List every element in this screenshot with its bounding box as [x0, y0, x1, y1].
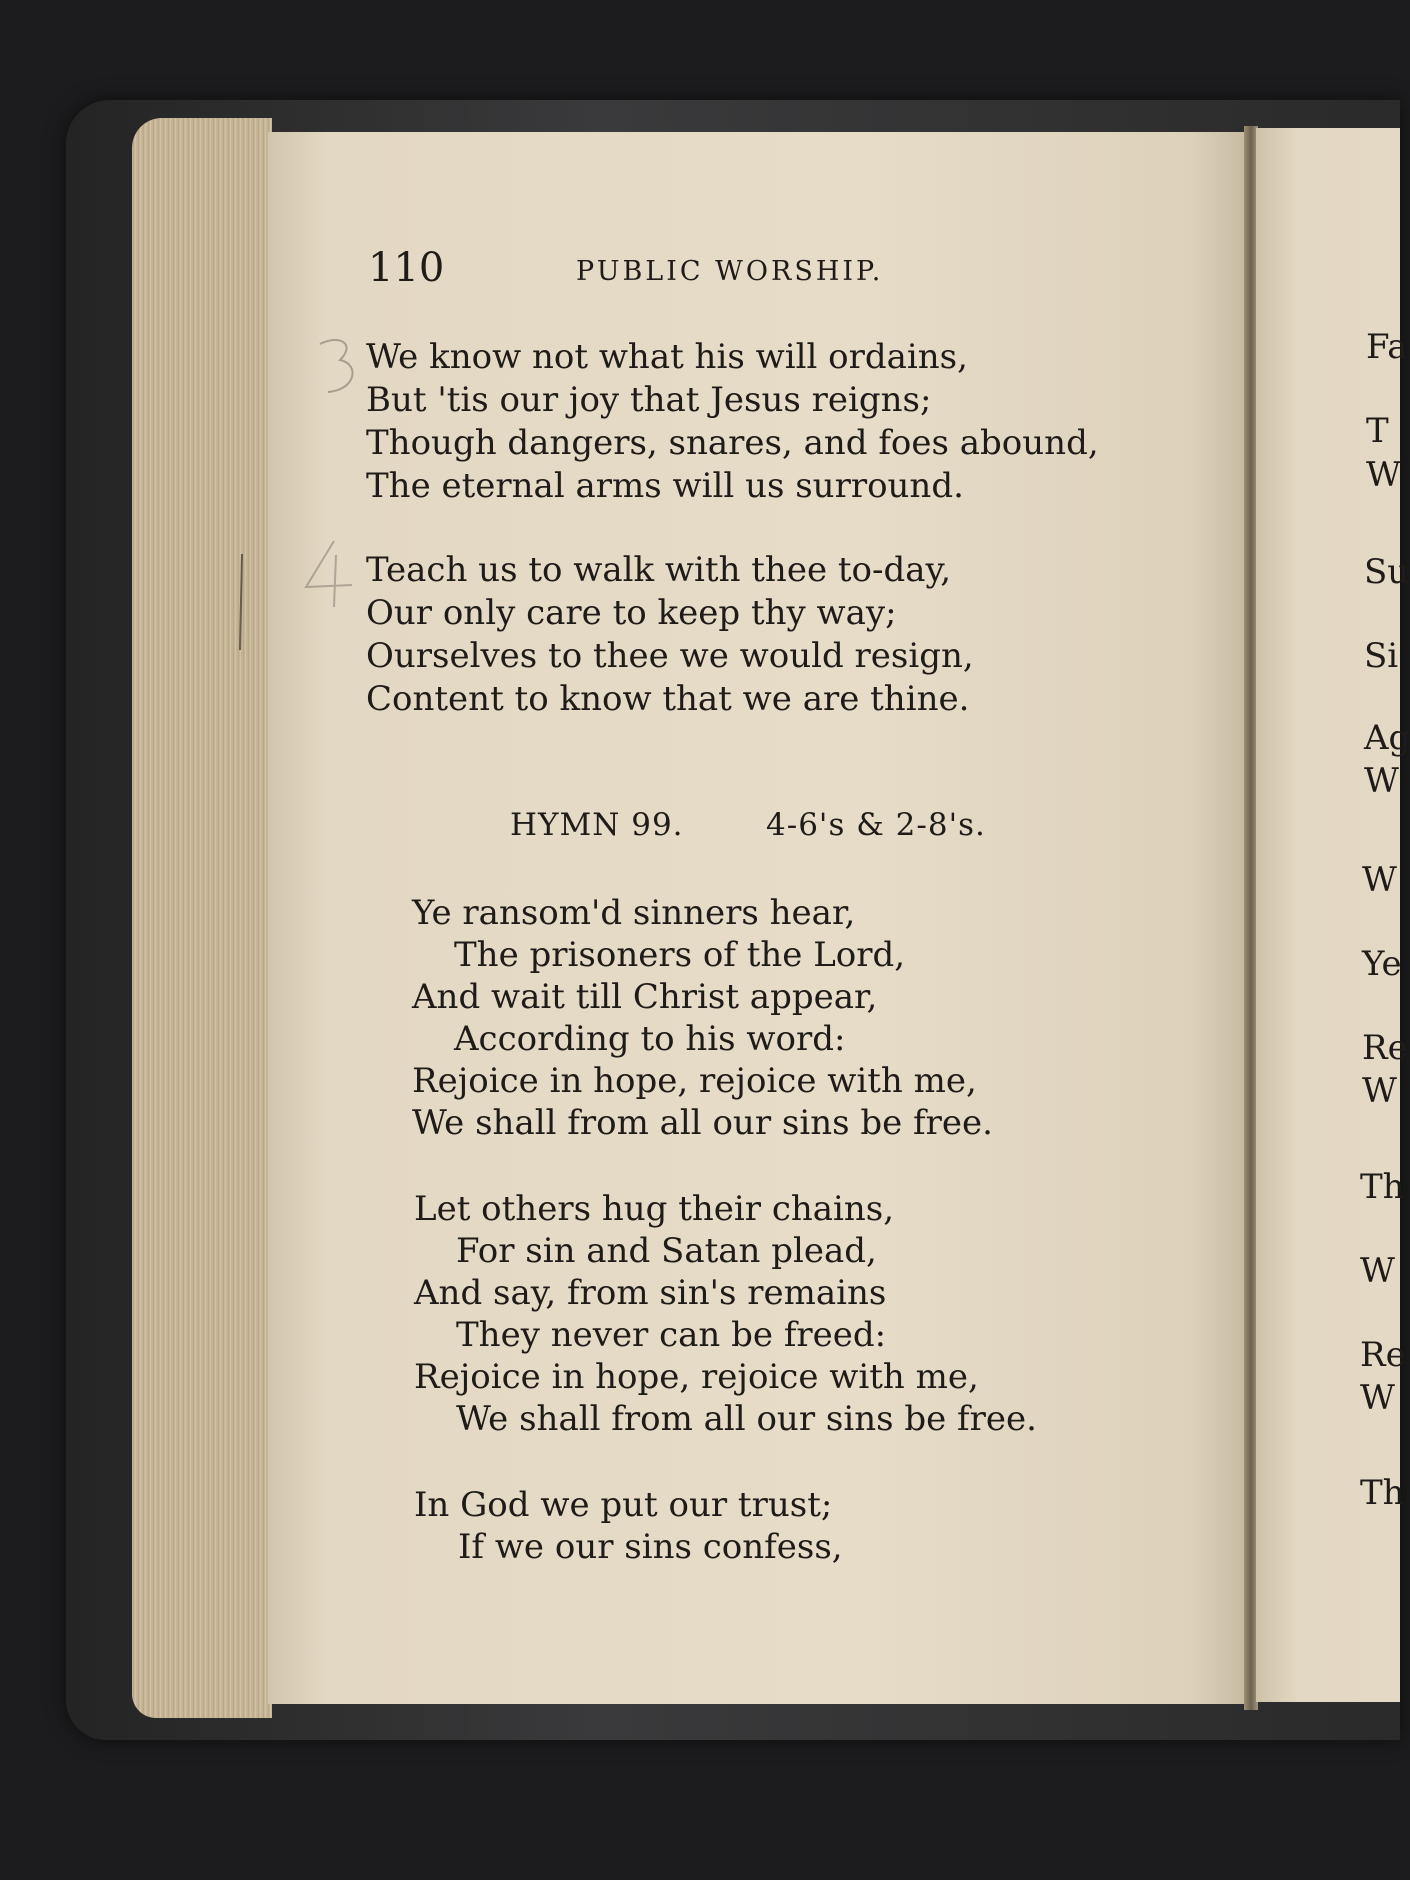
verse-line: Ourselves to thee we would resign, — [366, 636, 974, 676]
verse-line: They never can be freed: — [456, 1315, 887, 1355]
verse-line: But 'tis our joy that Jesus reigns; — [366, 380, 932, 420]
verse-line: In God we put our trust; — [414, 1485, 833, 1525]
hymn-title: HYMN 99. — [510, 807, 684, 843]
verse-line: Content to know that we are thine. — [366, 679, 970, 719]
facing-page-fragment: W — [1364, 761, 1399, 801]
verse-line: The prisoners of the Lord, — [454, 935, 906, 975]
hymn-meter: 4-6's & 2-8's. — [766, 807, 986, 843]
pencil-margin-line — [232, 550, 252, 660]
facing-page-fragment: Su — [1364, 552, 1410, 592]
facing-page-fragment: Si — [1364, 636, 1399, 676]
verse-line: We know not what his will ordains, — [366, 337, 968, 377]
facing-page-fragment: T — [1366, 411, 1389, 451]
pencil-mark-4 — [290, 535, 370, 615]
verse-line: We shall from all our sins be free. — [456, 1399, 1037, 1439]
facing-page-fragment: Th — [1360, 1167, 1405, 1207]
verse-line: And say, from sin's remains — [414, 1273, 887, 1313]
page-number: 110 — [368, 245, 445, 291]
facing-page-fragment: W — [1360, 1378, 1395, 1418]
facing-page-fragment: Ye — [1362, 944, 1402, 984]
facing-page-fragment: Re — [1362, 1028, 1408, 1068]
facing-page-fragment: Th — [1360, 1473, 1405, 1513]
verse-line: And wait till Christ appear, — [412, 977, 878, 1017]
verse-line: If we our sins confess, — [458, 1527, 843, 1567]
facing-page-fragment: W — [1366, 455, 1401, 495]
verse-line: According to his word: — [454, 1019, 846, 1059]
verse-line: For sin and Satan plead, — [456, 1231, 877, 1271]
running-title: PUBLIC WORSHIP. — [576, 256, 884, 287]
verse-line: Though dangers, snares, and foes abound, — [366, 423, 1099, 463]
page-edges — [132, 118, 272, 1718]
verse-line: Rejoice in hope, rejoice with me, — [412, 1061, 977, 1101]
verse-line: We shall from all our sins be free. — [412, 1103, 993, 1143]
facing-page-fragment: Re — [1360, 1335, 1406, 1375]
pencil-mark-3 — [300, 330, 370, 410]
verse-line: Teach us to walk with thee to-day, — [366, 550, 952, 590]
verse-line: The eternal arms will us surround. — [366, 466, 964, 506]
verse-line: Rejoice in hope, rejoice with me, — [414, 1357, 979, 1397]
verse-line: Ye ransom'd sinners hear, — [412, 893, 856, 933]
facing-page-fragment: Ag — [1364, 718, 1410, 758]
verse-line: Let others hug their chains, — [414, 1189, 895, 1229]
facing-page-fragment: W — [1360, 1251, 1395, 1291]
verse-line: Our only care to keep thy way; — [366, 593, 897, 633]
facing-page-fragment: Fa — [1366, 327, 1408, 367]
facing-page-fragment: W — [1362, 1071, 1397, 1111]
facing-page-fragment: W — [1362, 860, 1397, 900]
